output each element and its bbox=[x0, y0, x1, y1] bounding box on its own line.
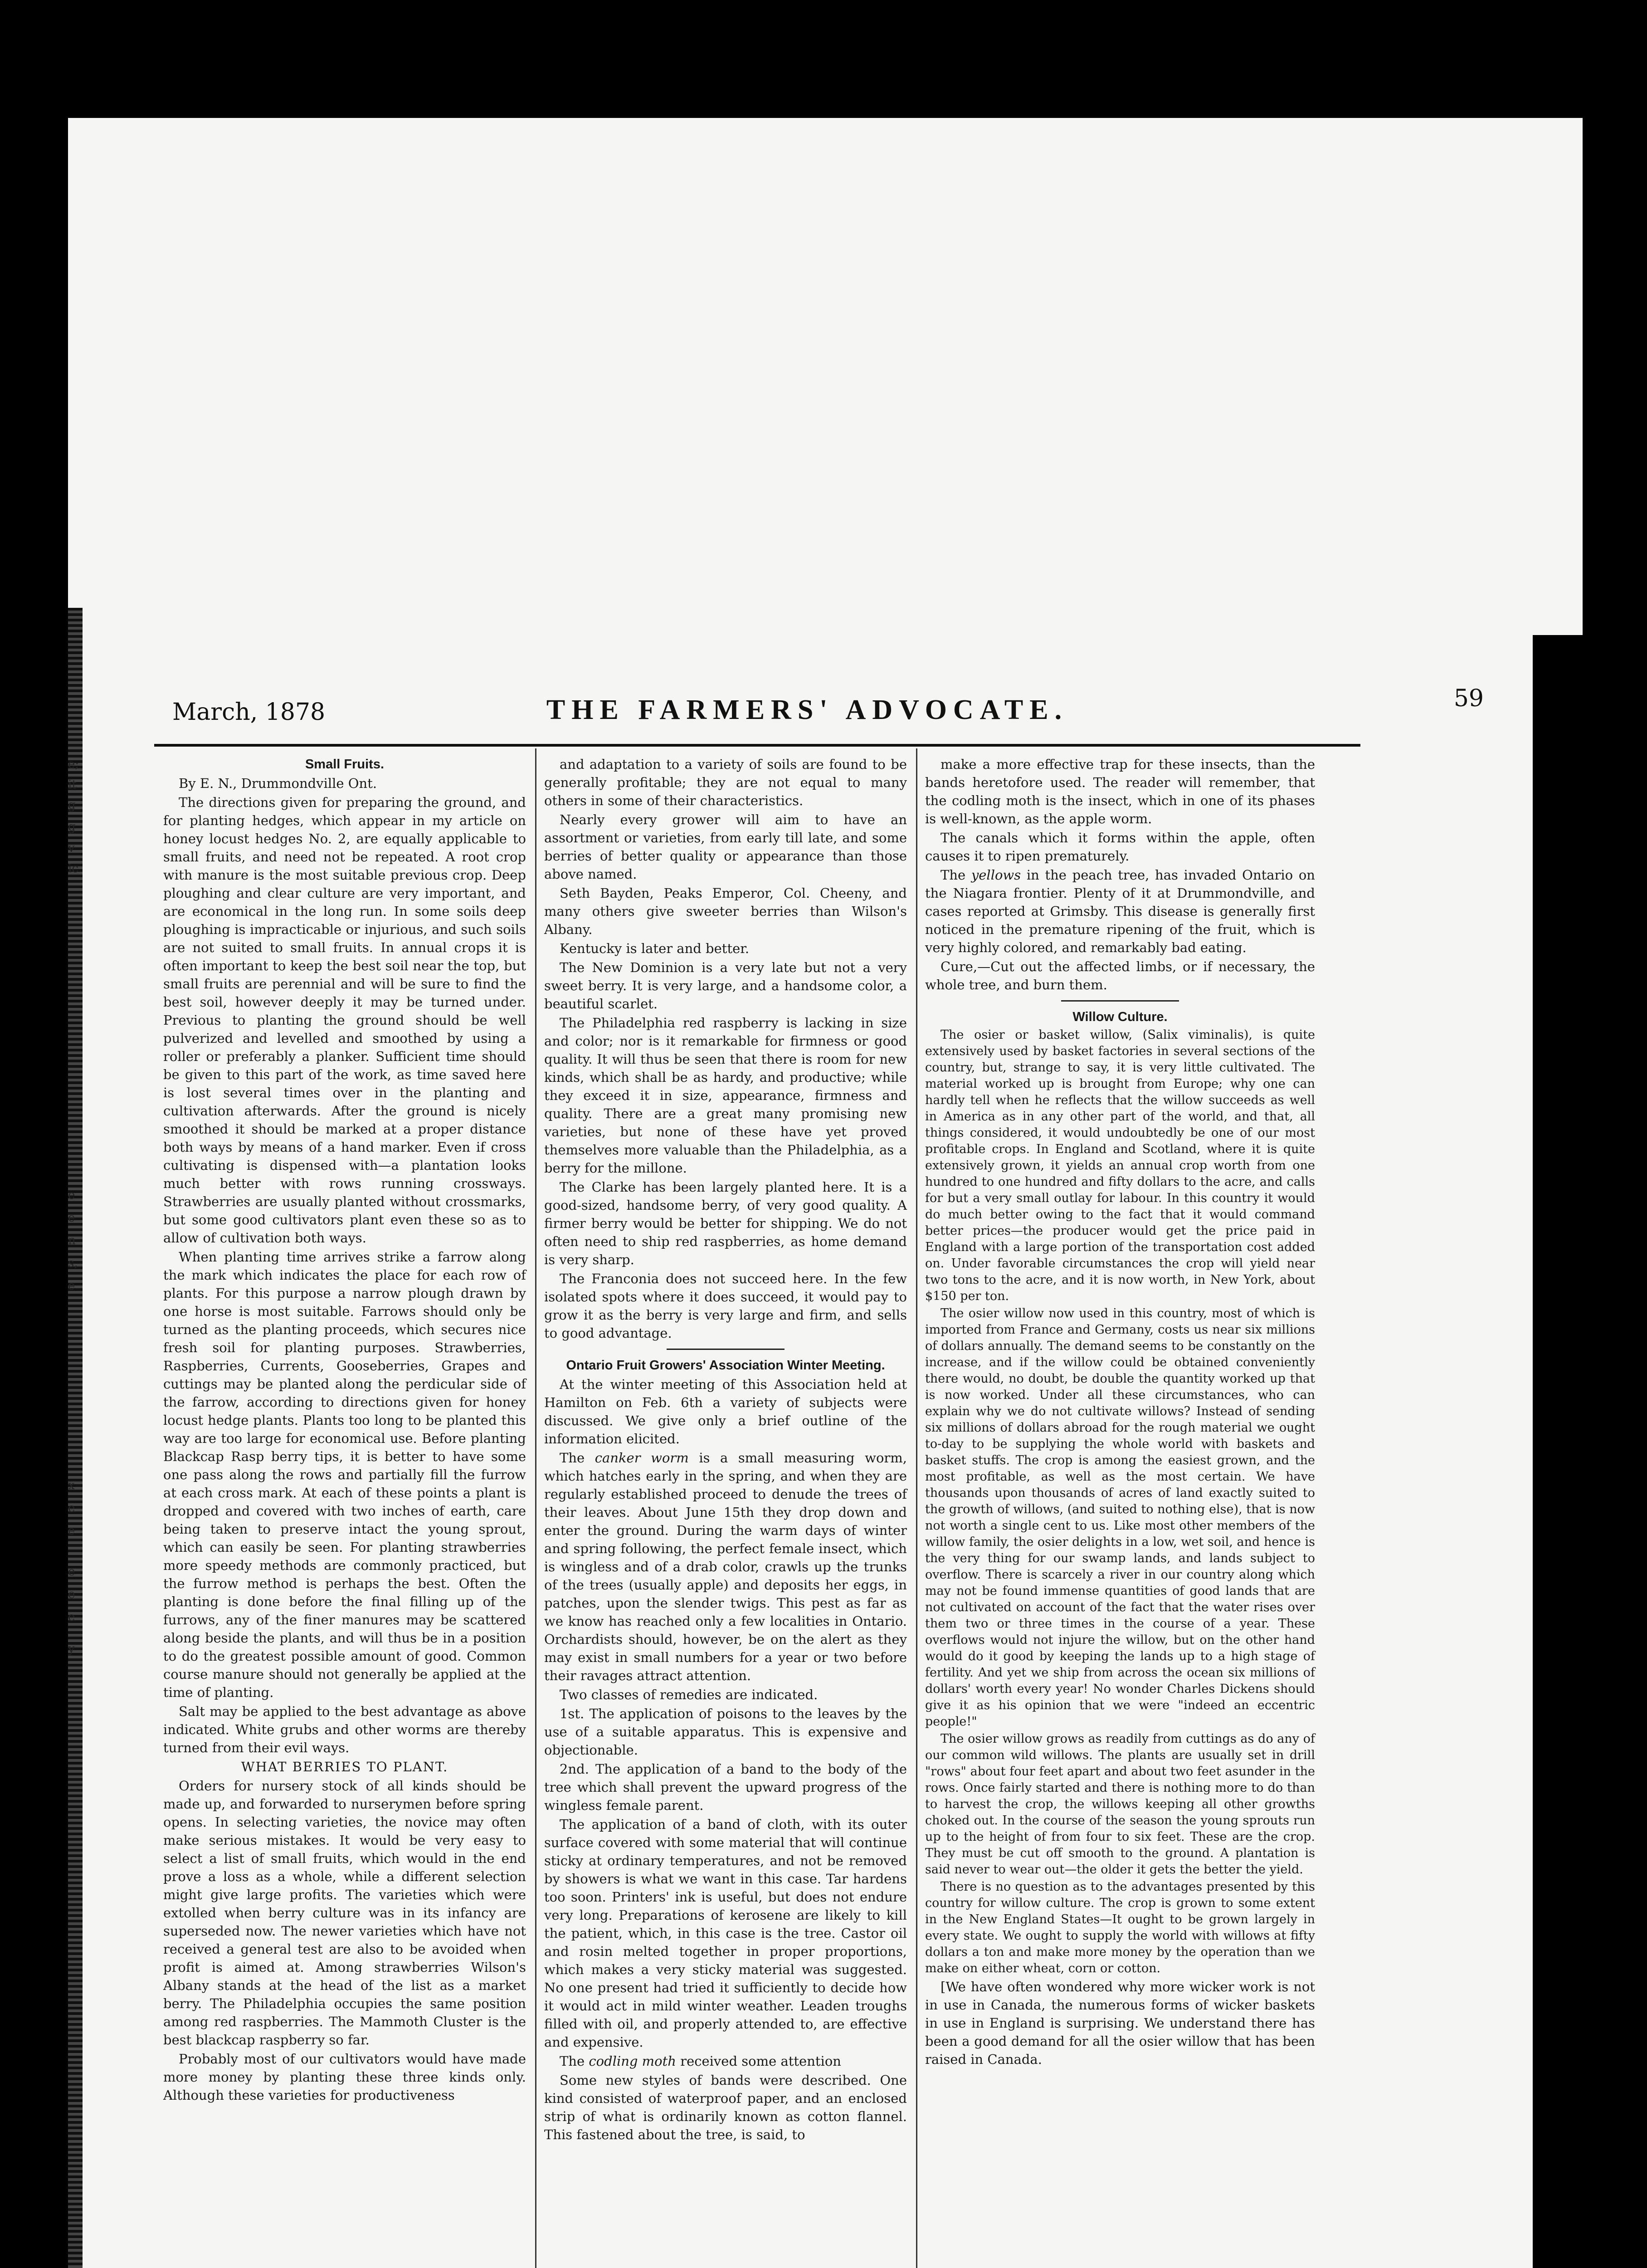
section-divider bbox=[1061, 1000, 1179, 1002]
paragraph: make a more effective trap for these insects, than the bands heretofore used. The reader will remember, that the codling moth is the insect, which in one of its phases is well-known, as the apple worm. bbox=[925, 757, 1315, 826]
paragraph: The Clarke has been largely planted here. It is a good-sized, handsome berry, of very good quality. A firmer berry would be better for shipping. We do not often need to ship red raspberries, as home demand is very sharp. bbox=[544, 1179, 907, 1267]
paragraph: The Franconia does not succeed here. In the few isolated spots where it does succeed, it would pay to grow it as the berry is very large and firm, and sells to good advantage. bbox=[544, 1271, 907, 1341]
article-title-small-fruits: Small Fruits. bbox=[305, 757, 385, 772]
column-divider bbox=[916, 748, 917, 2268]
edge-fragment: v bbox=[68, 841, 75, 855]
page-binding-edge bbox=[68, 608, 83, 2268]
paragraph bbox=[925, 866, 1315, 957]
paragraph: Two classes of remedies are indicated. bbox=[560, 1687, 818, 1702]
page-number: 59 bbox=[1453, 685, 1484, 712]
text-run: is a small measuring worm, which hatches early in the spring, and when they are regularly established proceed to denude the trees of their leaves. About June 15th they drop down and enter the ground. During the warm days of winter and spring following, the perfect female insect, which is wingless and of a drab color, crawls up the trunks of the trees (usually apple) and deposits her eggs, in patches, upon the slender twigs. This pest as far as we know has reached only a few localities in Ontario. Orchardists should, however, be on the alert as they may exist in small numbers for a year or two before their ravages attract attention. bbox=[544, 1450, 907, 1683]
paragraph: The osier willow grows as readily from cuttings as do any of our common wild willows. The plants are usually set in drill "rows" about four feet apart and about two feet asunder in the rows. Once fairly started and there is nothing more to do than to harvest the crop, the willows keeping all other growths choked out. In the course of the season the young sprouts run up to the height of from four to six feet. These are the crop. They must be cut off smooth to the ground. A plantation is said never to wear out—the older it gets the better the yield. bbox=[925, 1732, 1315, 1877]
edge-fragment: e bbox=[68, 1211, 75, 1225]
column-2 bbox=[544, 755, 907, 2145]
paragraph bbox=[544, 1449, 907, 1685]
italic-term: codling moth bbox=[589, 2053, 676, 2069]
paragraph: The canals which it forms within the apple, often causes it to ripen prematurely. bbox=[925, 830, 1315, 864]
issue-date: March, 1878 bbox=[172, 699, 326, 726]
section-divider bbox=[667, 1349, 785, 1350]
article-title-willow-culture: Willow Culture. bbox=[1072, 1010, 1168, 1024]
paragraph: Salt may be applied to the best advantage as above indicated. White grubs and other worms are thereby turned from their evil ways. bbox=[163, 1704, 526, 1755]
paragraph: When planting time arrives strike a farrow along the mark which indicates the place for each row of plants. For this purpose a narrow plough drawn by one horse is most suitable. Farrows should only be turned as the planting proceeds, which secures nice fresh soil for planting purposes. Strawberries, Raspberries, Currents, Gooseberries, Grapes and cuttings may be planted along the perdicular side of the farrow, according to directions given for honey locust hedge plants. Plants too long to be planted this way are too large for economical use. Before planting Blackcap Rasp berry tips, it is better to have some one pass along the rows and partially fill the furrow at each cross mark. At each of these points a plant is dropped and covered with two inches of earth, care being taken to preserve intact the young sprout, which can easily be seen. For planting strawberries more speedy methods are commonly practiced, but the furrow method is perhaps the best. Often the planting is done before the final filling up of the furrows, any of the finer manures may be scattered along beside the plants, and will thus be in a position to do the greatest possible amount of good. Common course manure should not generally be applied at the time of planting. bbox=[163, 1249, 526, 1700]
paragraph: and adaptation to a variety of soils are found to be generally profitable; they are not equal to many others in some of their characteristics. bbox=[544, 757, 907, 808]
edge-fragment: e bbox=[68, 1565, 75, 1579]
edge-fragment: s, bbox=[68, 1256, 78, 1270]
edge-fragment: e bbox=[68, 1524, 75, 1538]
page-header bbox=[172, 685, 1484, 726]
edge-fragment: e; bbox=[68, 758, 79, 771]
paragraph: The application of a band of cloth, with its outer surface covered with some material that will continue sticky at ordinary temperatures, and not be removed by showers is what we want in this case. Tar hardens too soon. Printers' ink is useful, but does not endure very long. Preparations of kerosene are likely to kill the patient, which, in this case is the tree. Castor oil and rosin melted together in proper proportions, which makes a very sticky material was suggested. No one present had tried it sufficiently to decide how it would act in mild winter weather. Leaden troughs filled with oil, and properly attended to, are effective and expensive. bbox=[544, 1817, 907, 2050]
edge-fragment: y bbox=[68, 1642, 75, 1656]
edge-fragment: g bbox=[68, 820, 76, 834]
paragraph: The directions given for preparing the ground, and for planting hedges, which appear in my article on honey locust hedges No. 2, are equally applicable to small fruits, and need not be repeated. A root crop with manure is the most suitable previous crop. Deep ploughing and clear culture are very important, and are economical in the long run. In some soils deep ploughing is impracticable or injurious, and such soils are not suited to small fruits. In annual crops it is often important to keep the best soil near the top, but small fruits are perennial and will be sure to find the best soil, however deeply it may be turned under. Previous to planting the ground should be well pulverized and levelled and smoothed by using a roller or preferably a planker. Sufficient time should be given to this part of the work, as time saved here is lost several times over in the planting and cultivation afterwards. After the ground is nicely smoothed it should be marked at a proper distance both ways by means of a hand marker. Even if cross cultivating is dispensed with—a plantation looks much better with rows running crossways. Strawberries are usually planted without crossmarks, but some good cultivators plant even these so as to allow of cultivation both ways. bbox=[163, 795, 526, 1246]
paragraph: The New Dominion is a very late but not a very sweet berry. It is very large, and a handsome color, a beautiful scarlet. bbox=[544, 960, 907, 1012]
column-3 bbox=[925, 755, 1315, 2069]
text-run: The bbox=[940, 867, 971, 883]
paragraph: Some new styles of bands were described. One kind consisted of waterproof paper, and an enclosed strip of what is ordinarily known as cotton flannel. This fastened about the tree, is said, to bbox=[544, 2072, 907, 2142]
edge-fragment: e bbox=[68, 1279, 75, 1293]
paragraph: Cure,—Cut out the affected limbs, or if necessary, the whole tree, and burn them. bbox=[925, 959, 1315, 992]
paragraph: Nearly every grower will aim to have an assortment or varieties, from early till late, and some berries of better quality or appearance than those above named. bbox=[544, 812, 907, 882]
edge-fragment: n bbox=[68, 1234, 76, 1247]
paragraph: Probably most of our cultivators would have made more money by planting these three kinds only. Although these varieties for productiveness bbox=[163, 2051, 526, 2103]
paragraph: 2nd. The application of a band to the body of the tree which shall prevent the upward progress of the wingless female parent. bbox=[544, 1761, 907, 1813]
article-title-fruit-growers: Ontario Fruit Growers' Association Winter Meeting. bbox=[566, 1358, 885, 1373]
paragraph bbox=[544, 2052, 907, 2070]
paragraph: [We have often wondered why more wicker work is not in use in Canada, the numerous forms of wicker baskets in use in England is surprising. We understand there has been a good demand for all the osier willow that has been raised in Canada. bbox=[925, 1979, 1315, 2067]
paragraph: The osier or basket willow, (Salix viminalis), is quite extensively used by basket factories in several sections of the country, but, strange to say, it is very little cultivated. The material worked up is brought from Europe; why one can hardly tell when he reflects that the willow succeeds as well in America as in any other part of the world, and that, all things considered, it would undoubtedly be one of our most profitable crops. In England and Scotland, where it is quite extensively grown, it yields an annual crop worth from one hundred to one hundred and fifty dollars to the acre, and calls for but a very small outlay for labour. In this country it would do much better owing to the fact that it would command better prices—the producer would get the price paid in England with a large portion of the transportation cost added on. Under favorable circumstances the crop will yield near two tons to the acre, and it is now worth, in New York, about $150 per ton. bbox=[925, 1028, 1315, 1303]
text-run: in the peach tree, has invaded Ontario on the Niagara frontier. Plenty of it at Drummondville, and cases reported at Grimsby. This disease is generally first noticed in the premature ripening of the fruit, which is very highly colored, and remarkably bad eating. bbox=[925, 867, 1315, 955]
paragraph: Orders for nursery stock of all kinds should be made up, and forwarded to nurserymen before spring opens. In selecting varieties, the novice may often make serious mistakes. It would be very easy to select a list of small fruits, which would in the end prove a loss as a whole, while a different selection might give large profits. The varieties which were extolled when berry culture was in its infancy are superseded now. The newer varieties which have not received a general test are also to be avoided when profit is aimed at. Among strawberries Wilson's Albany stands at the head of the list as a market berry. The Philadelphia occupies the same position among red raspberries. The Mammoth Cluster is the best blackcap raspberry so far. bbox=[163, 1778, 526, 2048]
edge-fragment: it bbox=[68, 778, 77, 792]
header-rule bbox=[154, 744, 1360, 747]
edge-fragment: e bbox=[68, 1188, 75, 1202]
paragraph: The Philadelphia red raspberry is lacking in size and color; nor is it remarkable for firmness or good quality. It will thus be seen that there is room for new kinds, which shall be as hardy, and productive; while they exceed it in size, appearance, firmness and quality. There are a great many promising new varieties, but none of these have yet proved themselves more valuable than the Philadelphia, as a berry for the millone. bbox=[544, 1015, 907, 1176]
column-divider bbox=[535, 748, 536, 2268]
column-1 bbox=[163, 755, 526, 2105]
text-run: The bbox=[560, 2053, 589, 2069]
paragraph: Kentucky is later and better. bbox=[560, 941, 750, 956]
paragraph: The osier willow now used in this country, most of which is imported from France and Germany, costs us near six millions of dollars annually. The demand seems to be constantly on the increase, and if the willow could be obtained conveniently there would, no doubt, be double the quantity worked up that is now worked. Under all these circumstances, who can explain why we do not cultivate willows? Instead of sending six millions of dollars abroad for the rough material we ought to-day to be supplying the whole world with baskets and basket stuffs. The crop is among the easiest grown, and the most profitable, as well as the most certain. We have thousands upon thousands of acres of land exactly suited to the growth of willows, (and suited to nothing else), that is now not worth a single cent to us. Like most other members of the willow family, the osier delights in a low, wet soil, and hence is the very thing for our swamp lands, and lands subject to overflow. There is scarcely a river in our country along which may not be found immense quantities of good lands that are not cultivated on account of the fact that the water rises over them two or three times in the course of a year. These overflows would not injure the willow, but on the other hand would do it good by keeping the lands up to a high stage of fertility. And yet we ship from across the ocean six millions of dollars' worth every year! No wonder Charles Dickens should give it as his opinion that we were "indeed an eccentric people!" bbox=[925, 1306, 1315, 1729]
italic-term: yellows bbox=[971, 867, 1021, 883]
paragraph: Seth Bayden, Peaks Emperor, Col. Cheeny, and many others give sweeter berries than Wilson's Albany. bbox=[544, 885, 907, 937]
text-run: The bbox=[560, 1450, 595, 1466]
edge-fragment: e bbox=[68, 1501, 75, 1515]
masthead: THE FARMERS' ADVOCATE. bbox=[546, 694, 1068, 725]
paragraph: There is no question as to the advantages presented by this country for willow culture. The crop is grown to some extent in the New England States—It ought to be grown largely in every state. We ought to supply the world with willows at fifty dollars a ton and make more money by the operation than we make on either wheat, corn or cotton. bbox=[925, 1880, 1315, 1975]
edge-fragment: g bbox=[68, 798, 76, 812]
paragraph: At the winter meeting of this Association held at Hamilton on Feb. 6th a variety of subjects were discussed. We give only a brief outline of the information elicited. bbox=[544, 1377, 907, 1447]
edge-fragment: ic bbox=[68, 862, 78, 875]
italic-term: canker worm bbox=[594, 1450, 689, 1466]
edge-fragment: x bbox=[68, 1479, 75, 1492]
edge-fragment: e bbox=[68, 1588, 75, 1601]
edge-fragment: e bbox=[68, 1610, 75, 1624]
paragraph: 1st. The application of poisons to the leaves by the use of a suitable apparatus. This is expensive and objectionable. bbox=[544, 1706, 907, 1758]
scan-black-margin bbox=[1533, 635, 1614, 2268]
text-run: received some attention bbox=[676, 2053, 841, 2069]
byline: By E. N., Drummondville Ont. bbox=[179, 776, 377, 791]
section-subhead: WHAT BERRIES TO PLANT. bbox=[241, 1759, 448, 1774]
